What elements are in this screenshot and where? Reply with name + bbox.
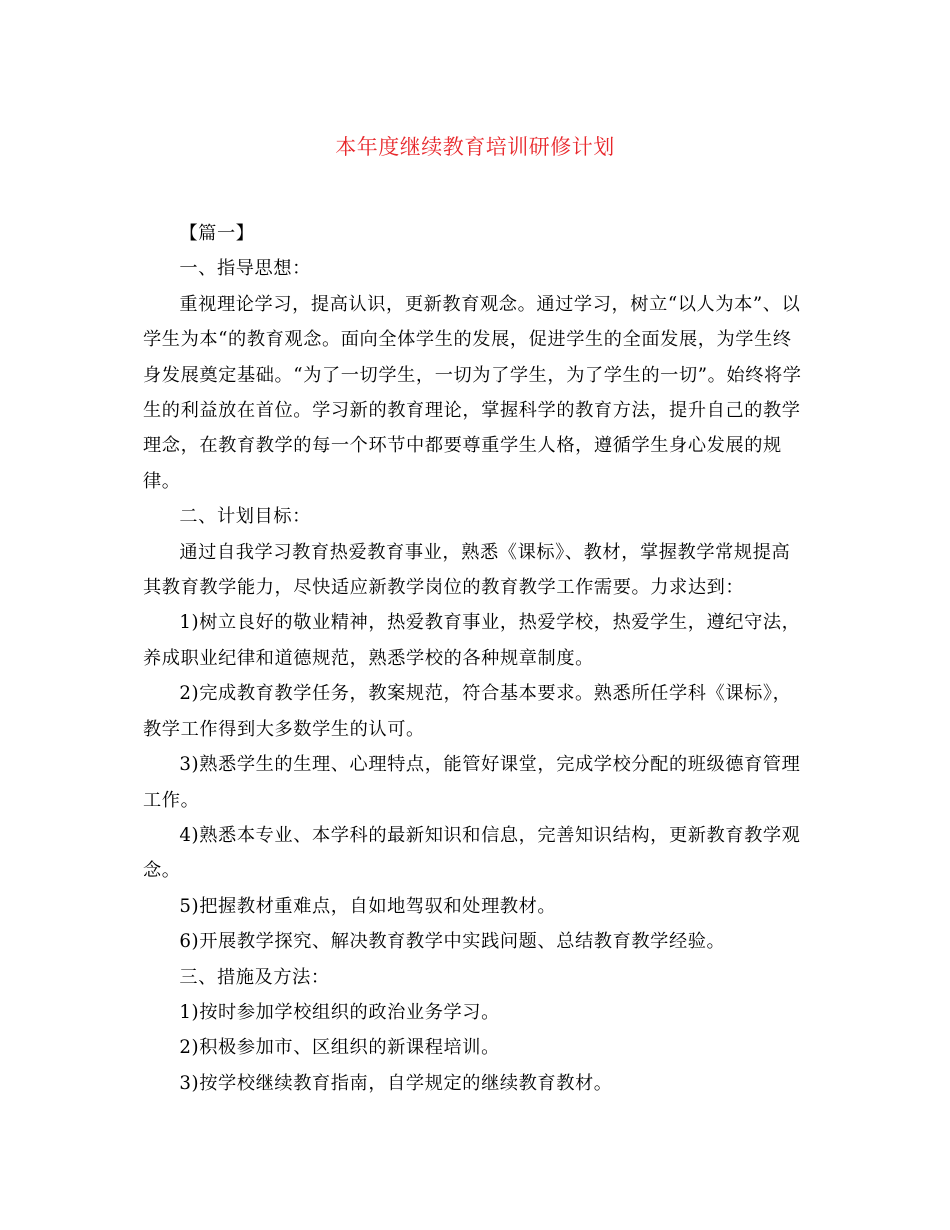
measure-item-1: 1)按时参加学校组织的政治业务学习。 (179, 1001, 500, 1023)
heading-guiding-ideology: 一、指导思想： (179, 258, 311, 280)
document-title: 本年度继续教育培训研修计划 (335, 135, 615, 159)
heading-measures: 三、措施及方法： (179, 966, 330, 988)
goal-item-6: 6)开展教学探究、解决教育教学中实践问题、总结教育教学经验。 (179, 931, 726, 953)
goal-item-1: 1)树立良好的敬业精神，热爱教育事业，热爱学校，热爱学生，遵纪守法，养成职业纪律和道德规范，熟悉学校的各种规章制度。 (143, 612, 801, 669)
document-body (143, 216, 807, 1101)
goal-item-2: 2)完成教育教学任务，教案规范，符合基本要求。熟悉所任学科《课标》，教学工作得到大多数学生的认可。 (143, 683, 792, 740)
section-label: 【篇一】 (179, 223, 255, 244)
paragraph-guiding-ideology: 重视理论学习，提高认识，更新教育观念。通过学习，树立“以人为本”、以学生为本“的教育观念。面向全体学生的发展，促进学生的全面发展，为学生终身发展奠定基础。“为了一切学生，一切为了学生，为了学生的一切”。始终将学生的利益放在首位。学习新的教育理论，掌握科学的教育方法，提升自己的教学理念，在教育教学的每一个环节中都要尊重学生人格，遵循学生身心发展的规律。 (143, 293, 802, 492)
measure-item-2: 2)积极参加市、区组织的新课程培训。 (179, 1037, 500, 1059)
heading-plan-goals: 二、计划目标： (179, 506, 311, 528)
goal-item-5: 5)把握教材重难点，自如地驾驭和处理教材。 (179, 895, 557, 917)
goal-item-4: 4)熟悉本专业、本学科的最新知识和信息，完善知识结构，更新教育教学观念。 (143, 824, 801, 882)
goal-item-3: 3)熟悉学生的生理、心理特点，能管好课堂，完成学校分配的班级德育管理工作。 (143, 754, 801, 811)
measure-item-3: 3)按学校继续教育指南，自学规定的继续教育教材。 (179, 1072, 613, 1094)
paragraph-plan-goals: 通过自我学习教育热爱教育事业，熟悉《课标》、教材，掌握教学常规提高其教育教学能力，尽快适应新教学岗位的教育教学工作需要。力求达到： (143, 541, 791, 599)
